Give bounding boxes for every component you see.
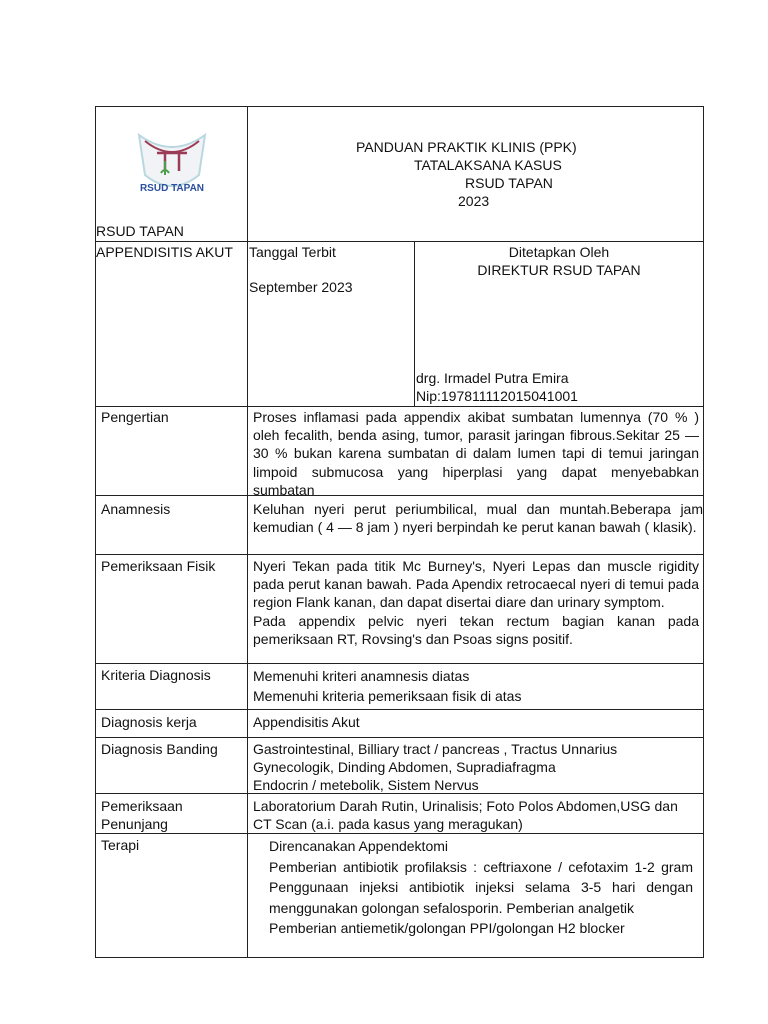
row-content-kriteria-diagnosis: [253, 666, 699, 706]
content-paragraph: Keluhan nyeri perut periumbilical, mual dan muntah.Beberapa jam kemudian ( 4 — 8 jam ) nyeri berpindah ke perut kanan bawah ( klasik).: [253, 501, 703, 536]
row-label-anamnesis: Anamnesis: [101, 501, 171, 517]
divider: [247, 107, 248, 957]
content-paragraph: Pemberian antibiotik profilaksis : ceftriaxone / cefotaxim 1-2 gram Penggunaan injeksi antibiotik injeksi selama 3-5 hari dengan menggunakan golongan sefalosporin. Pemberian analgetik: [269, 858, 693, 916]
row-content-diagnosis-banding: [253, 740, 699, 795]
topic-title: APPENDISITIS AKUT: [96, 244, 233, 260]
row-label-terapi: Terapi: [101, 837, 140, 853]
title-line-3: RSUD TAPAN: [465, 175, 553, 191]
row-content-pengertian: [253, 408, 699, 499]
hospital-name: RSUD TAPAN: [96, 223, 184, 239]
row-content-terapi: [269, 836, 693, 939]
divider: [96, 709, 703, 710]
content-line: Memenuhi kriteri anamnesis diatas: [253, 668, 470, 684]
content-paragraph: Pemberian antiemetik/golongan PPI/golongan H2 blocker: [269, 920, 625, 936]
divider: [96, 663, 703, 664]
content-paragraph: Direncanakan Appendektomi: [269, 838, 449, 854]
date-value: September 2023: [249, 279, 353, 295]
row-content-diagnosis-kerja: [253, 713, 699, 731]
title-line-4: 2023: [458, 193, 490, 209]
content-line: Endocrin / metebolik, Sistem Nervus: [253, 777, 479, 794]
title-line-1: PANDUAN PRAKTIK KLINIS (PPK): [356, 139, 577, 155]
row-label-diagnosis-kerja: Diagnosis kerja: [101, 714, 197, 730]
content-line: Memenuhi kriteria pemeriksaan fisik di atas: [253, 688, 522, 704]
row-label-pengertian: Pengertian: [101, 409, 169, 425]
title-line-2: TATALAKSANA KASUS: [414, 157, 562, 173]
row-label-kriteria-diagnosis: Kriteria Diagnosis: [101, 667, 211, 683]
signer-nip: Nip:197811112015041001: [416, 388, 578, 404]
divider: [96, 554, 703, 555]
ppk-document: [95, 106, 704, 958]
content-paragraph: Proses inflamasi pada appendix akibat sumbatan lumennya (70 % ) oleh fecalith, benda asing, tumor, parasit jaringan fibrous.Sekitar 25 — 30 % bukan karena sumbatan di dalam lumen tapi di temui jaringan limpoid submucosa yang hiperplasi yang dapat menyebabkan sumbatan: [253, 409, 699, 498]
row-content-pemeriksaan-penunjang: [253, 797, 699, 833]
row-label-pemeriksaan-penunjang: Pemeriksaan Penunjang: [101, 798, 183, 832]
divider: [96, 406, 703, 407]
logo-text: RSUD TAPAN: [139, 183, 205, 194]
hospital-logo: [135, 131, 209, 203]
content-paragraph: Pada appendix pelvic nyeri tekan rectum bagian kanan pada pemeriksaan RT, Rovsing's dan Psoas signs positif.: [253, 612, 699, 647]
approved-by-title: DIREKTUR RSUD TAPAN: [477, 262, 641, 278]
content-line: Gastrointestinal, Billiary tract / pancreas , Tractus Unnarius: [253, 741, 618, 757]
content-line: Laboratorium Darah Rutin, Urinalisis; Foto Polos Abdomen,USG dan CT Scan (a.i. pada kasus yang meragukan): [253, 798, 678, 833]
row-content-anamnesis: [253, 500, 703, 536]
signer-name: drg. Irmadel Putra Emira: [416, 370, 569, 386]
approved-by-label: Ditetapkan Oleh: [508, 244, 610, 260]
row-content-pemeriksaan-fisik: [253, 557, 699, 648]
divider: [96, 241, 703, 242]
divider: [96, 737, 703, 738]
content-line: Gynecologik, Dinding Abdomen, Supradiafragma: [253, 759, 556, 776]
row-label-pemeriksaan-fisik: Pemeriksaan Fisik: [101, 558, 216, 574]
row-label-diagnosis-banding: Diagnosis Banding: [101, 741, 218, 757]
content-paragraph: Nyeri Tekan pada titik Mc Burney's, Nyeri Lepas dan muscle rigidity pada perut kanan bawah. Pada Apendix retrocaecal nyeri di temui pada region Flank kanan, dan dapat disertai diare dan urinary symptom.: [253, 558, 699, 611]
content-line: Appendisitis Akut: [253, 714, 360, 730]
date-label: Tanggal Terbit: [249, 244, 336, 260]
